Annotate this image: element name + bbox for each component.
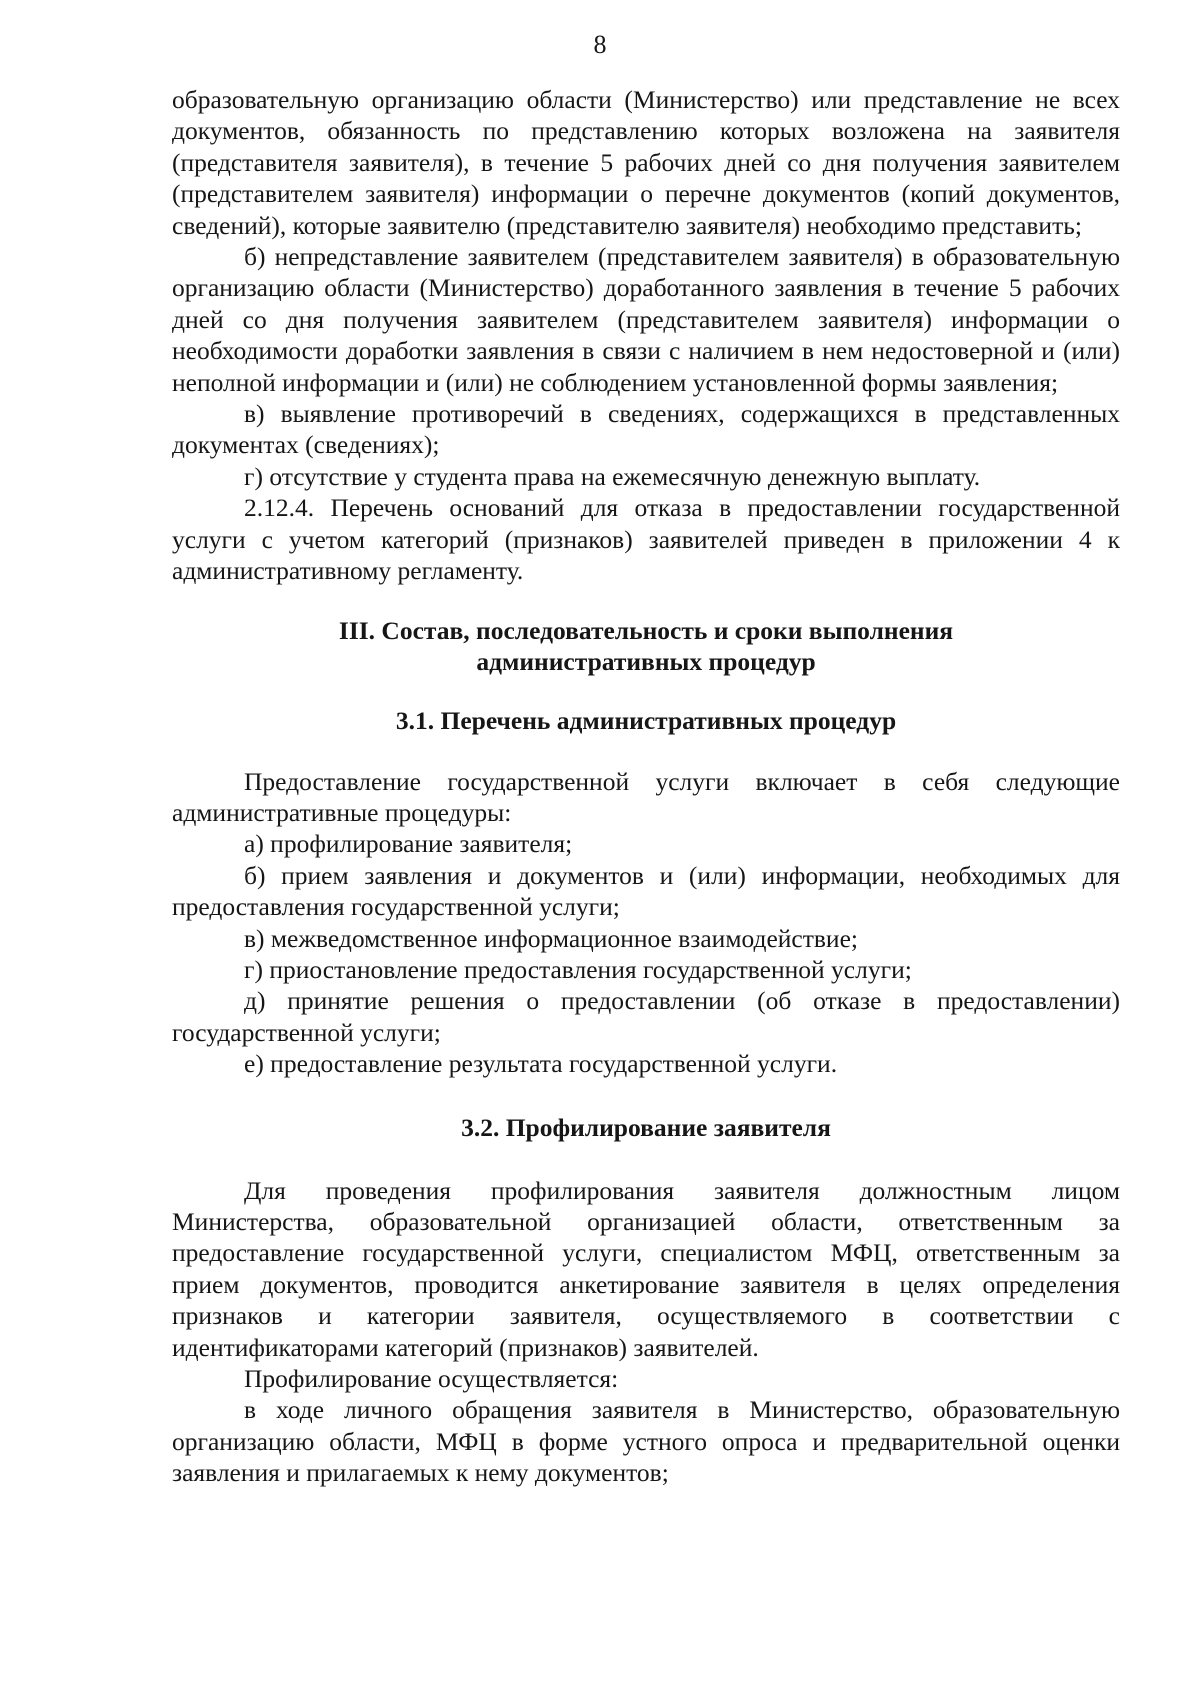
list-item: е) предоставление результата государственной услуги. — [244, 1049, 838, 1079]
section-3-2-paragraph: Профилирование осуществляется: — [244, 1364, 619, 1393]
paragraph-item-g: г) отсутствие у студента права на ежемесячную денежную выплату. — [244, 461, 981, 491]
paragraph-item-b: б) непредставление заявителем (представителем заявителя) в образовательную организацию области (Министерство) доработанного заявления в течение 5 рабочих дней со дня получения заявителем (представителем заявителя) информации о необходимости доработки заявления в связи с наличием в нем недостоверной и (или) неполной информации и (или) не соблюдением установленной формы заявления; — [172, 242, 1120, 397]
section-3-2-paragraph: в ходе личного обращения заявителя в Министерство, образовательную организацию области, МФЦ в форме устного опроса и предварительной оценки заявления и прилагаемых к нему документов; — [172, 1395, 1120, 1488]
section-3-1-intro: Предоставление государственной услуги включает в себя следующие административные процедуры: — [172, 766, 1120, 827]
section-3-1-heading: 3.1. Перечень административных процедур — [395, 705, 897, 735]
list-item: д) принятие решения о предоставлении (об отказе в предоставлении) государственной услуги; — [172, 986, 1120, 1047]
section-3-title-line1: III. Состав, последовательность и сроки выполнения — [338, 615, 954, 645]
list-item: в) межведомственное информационное взаимодействие; — [244, 923, 858, 953]
section-3-2-heading: 3.2. Профилирование заявителя — [461, 1112, 831, 1142]
list-item: г) приостановление предоставления государственной услуги; — [244, 954, 912, 984]
section-3-heading — [172, 615, 1120, 677]
list-item: а) профилирование заявителя; — [244, 829, 573, 859]
section-3-title-line2: административных процедур — [476, 646, 816, 676]
paragraph-continuation: образовательную организацию области (Министерство) или представление не всех документов, обязанность по представлению которых возложена на заявителя (представителя заявителя), в течение 5 рабочих дней со дня получения заявителем (представителем заявителя) информации о перечне документов (копий документов, сведений), которые заявителю (представителю заявителя) необходимо представить; — [172, 85, 1120, 240]
paragraph-2-12-4: 2.12.4. Перечень оснований для отказа в предоставлении государственной услуги с учетом категорий (признаков) заявителей приведен в приложении 4 к административному регламенту. — [172, 493, 1120, 586]
list-item: б) прием заявления и документов и (или) информации, необходимых для предоставления государственной услуги; — [172, 860, 1120, 922]
document-body — [172, 84, 1120, 1489]
section-3-2-paragraph: Для проведения профилирования заявителя должностным лицом Министерства, образовательной организацией области, ответственным за предоставление государственной услуги, специалистом МФЦ, ответственным за прием документов, проводится анкетирование заявителя в целях определения признаков и категории заявителя, осуществляемого в соответствии с идентификаторами категорий (признаков) заявителей. — [172, 1175, 1120, 1362]
paragraph-item-v: в) выявление противоречий в сведениях, содержащихся в представленных документах (сведениях); — [172, 399, 1120, 460]
page-number: 8 — [593, 30, 607, 59]
